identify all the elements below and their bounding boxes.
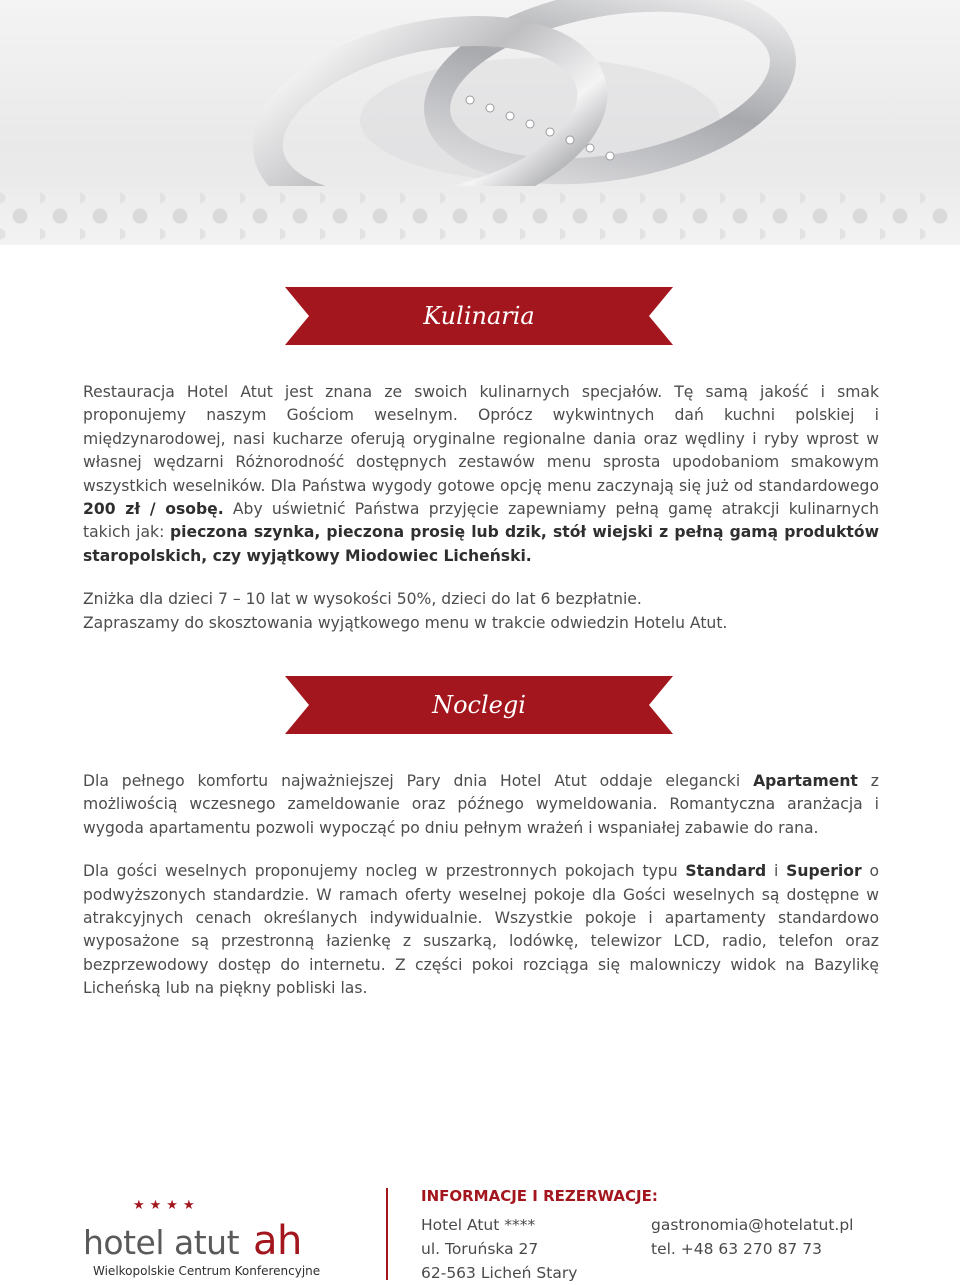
contact-phone[interactable]: tel. +48 63 270 87 73 bbox=[651, 1240, 822, 1258]
section-title-noclegi: Noclegi bbox=[432, 691, 526, 719]
kulinaria-paragraph bbox=[83, 381, 879, 568]
text-span: o podwyższonych standardzie. W ramach oferty weselnej pokoje dla Gości weselnych są dostępne w atrakcyjnych cenach określanych indywidualnie. Wszystkie pokoje i apartamenty standardowo wyposażone są przestronną łazienkę z suszarką, lodówkę, telewizor LCD, radio, telefon oraz bezprzewodowy dostęp do internetu. Z części pokoi rozciąga się malowniczy widok na Bazylikę Licheńską lub na piękny pobliski las. bbox=[83, 862, 880, 998]
attractions-list: pieczona szynka, pieczona prosię lub dzik, stół wiejski z pełną gamą produktów staropolskich, czy wyjątkowy Miodowiec Licheński. bbox=[83, 523, 879, 565]
price-text: 200 zł / osobę. bbox=[83, 500, 224, 519]
text-span: z możliwością wczesnego zameldowanie oraz późnego wymeldowania. Romantyczna aranżacja i wygoda apartamentu pozwoli wypocząć po dniu pełnym wrażeń i wspaniałej zabawie do rana. bbox=[83, 772, 879, 837]
hotel-city: 62-563 Licheń Stary bbox=[421, 1264, 578, 1282]
hero-image bbox=[0, 0, 960, 245]
section-title-kulinaria: Kulinaria bbox=[423, 302, 535, 330]
info-title: INFORMACJE I REZERWACJE: bbox=[421, 1187, 658, 1205]
noclegi-banner bbox=[285, 676, 673, 734]
logo-subtitle: Wielkopolskie Centrum Konferencyjne bbox=[93, 1264, 321, 1278]
apartment-label: Apartament bbox=[753, 772, 858, 790]
logo-text: hotel atut bbox=[83, 1223, 240, 1262]
logo-wordmark bbox=[83, 1218, 302, 1264]
text-span: i bbox=[766, 862, 787, 881]
kulinaria-banner bbox=[285, 287, 673, 345]
lace-pattern bbox=[0, 186, 960, 245]
standard-label: Standard bbox=[685, 862, 767, 881]
rooms-paragraph bbox=[83, 860, 879, 1000]
text-span: Dla gości weselnych proponujemy nocleg w przestronnych pokojach typu bbox=[83, 862, 686, 881]
contact-email[interactable]: gastronomia@hotelatut.pl bbox=[651, 1216, 854, 1234]
hotel-logo bbox=[83, 1198, 353, 1285]
stars-icon: ★★★★ bbox=[133, 1198, 200, 1213]
apartment-paragraph bbox=[83, 770, 879, 840]
logo-mark-icon: ah bbox=[253, 1218, 302, 1264]
hotel-name: Hotel Atut **** bbox=[421, 1216, 536, 1234]
invite-line: Zapraszamy do skosztowania wyjątkowego menu w trakcie odwiedzin Hotelu Atut. bbox=[83, 613, 728, 632]
text-span: Aby uświetnić Państwa przyjęcie zapewniamy pełną gamę atrakcji kulinarnych takich jak: bbox=[83, 500, 880, 542]
text-span: Dla pełnego komfortu najważniejszej Pary dnia Hotel Atut oddaje elegancki bbox=[83, 772, 754, 790]
footer-divider bbox=[386, 1188, 388, 1280]
kulinaria-text bbox=[83, 381, 879, 635]
discount-line: Zniżka dla dzieci 7 – 10 lat w wysokości 50%, dzieci do lat 6 bezpłatnie. bbox=[83, 590, 642, 609]
hotel-street: ul. Toruńska 27 bbox=[421, 1240, 539, 1258]
noclegi-text bbox=[83, 770, 879, 1001]
text-span: Restauracja Hotel Atut jest znana ze swoich kulinarnych specjałów. Tę samą jakość i smak proponujemy naszym Gościom weselnym. Oprócz wykwintnych dań kuchni polskiej i międzynarodowej, nasi kucharze oferują oryginalne regionalne dania oraz wędliny i ryby wprost w własnej wędzarni Różnorodność dostępnych zestawów menu sprosta upodobaniom smakowym wszystkich weselników. Dla Państwa wygody gotowe opcję menu zaczynają się już od standardowego bbox=[83, 383, 879, 495]
superior-label: Superior bbox=[786, 862, 862, 881]
